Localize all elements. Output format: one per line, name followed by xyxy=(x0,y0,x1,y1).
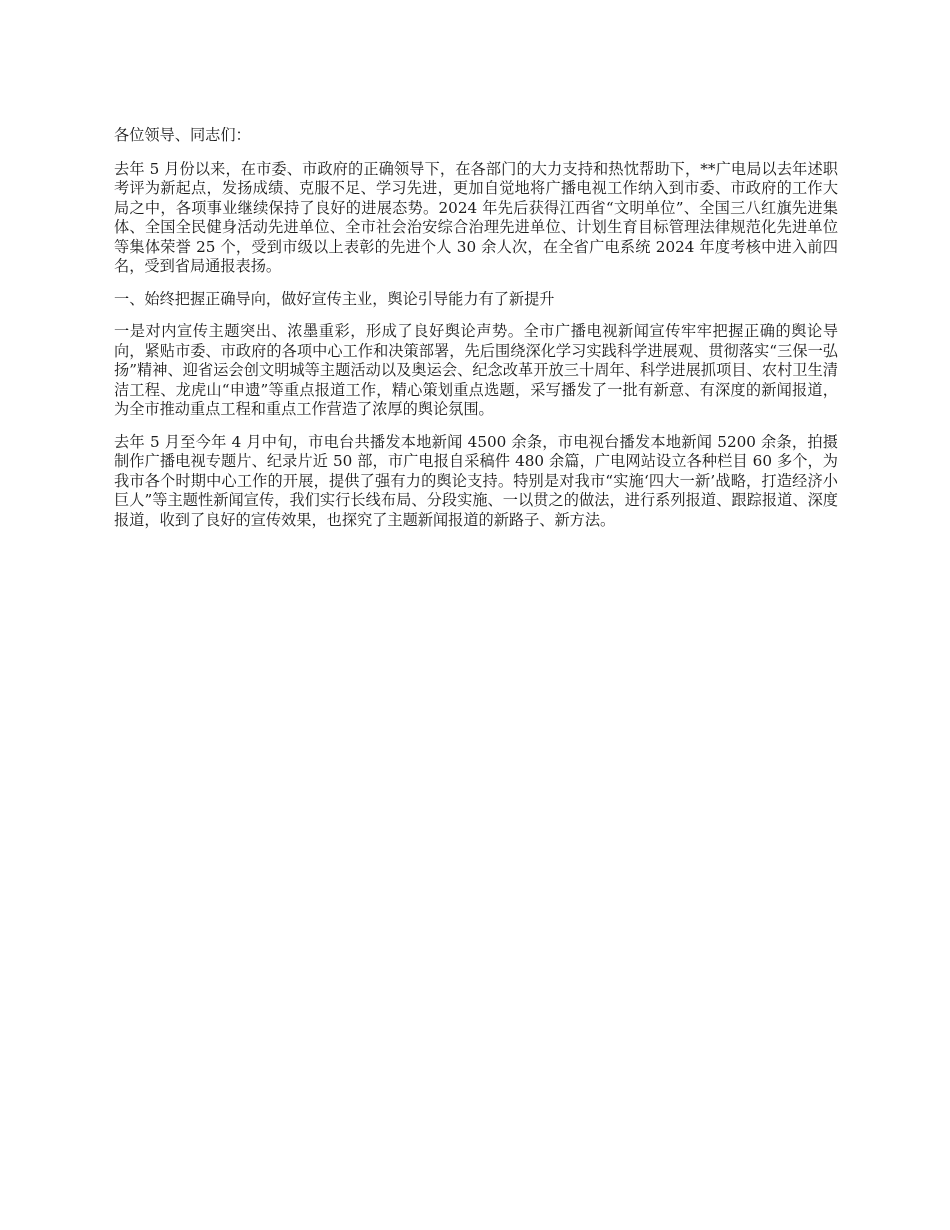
paragraph-intro: 去年 5 月份以来，在市委、市政府的正确领导下，在各部门的大力支持和热忱帮助下，**广电局以去年述职考评为新起点，发扬成绩、克服不足、学习先进，更加自觉地将广播电视工作纳入到市委、市政府的工作大局之中，各项事业继续保持了良好的进展态势。2024 年先后获得江西省“文明单位”、全国三八红旗先进集体、全国全民健身活动先进单位、全市社会治安综合治理先进单位、计划生育目标管理法律规范化先进单位等集体荣誉 25 个，受到市级以上表彰的先进个人 30 余人次，在全省广电系统 2024 年度考核中进入前四名，受到省局通报表扬。 xyxy=(114,159,838,275)
paragraph-news-statistics: 去年 5 月至今年 4 月中旬，市电台共播发本地新闻 4500 余条，市电视台播发本地新闻 5200 余条，拍摄制作广播电视专题片、纪录片近 50 部，市广电报自采稿件 480 余篇，广电网站设立各种栏目 60 多个，为我市各个时期中心工作的开展，提供了强有力的舆论支持。特别是对我市“实施‘四大一新’战略，打造经济小巨人”等主题性新闻宣传，我们实行长线布局、分段实施、一以贯之的做法，进行系列报道、跟踪报道、深度报道，收到了良好的宣传效果，也探究了主题新闻报道的新路子、新方法。 xyxy=(114,432,838,529)
paragraph-domestic-publicity: 一是对内宣传主题突出、浓墨重彩，形成了良好舆论声势。全市广播电视新闻宣传牢牢把握正确的舆论导向，紧贴市委、市政府的各项中心工作和决策部署，先后围绕深化学习实践科学进展观、贯彻落实“三保一弘扬”精神、迎省运会创文明城等主题活动以及奥运会、纪念改革开放三十周年、科学进展抓项目、农村卫生清洁工程、龙虎山“申遗”等重点报道工作，精心策划重点选题，采写播发了一批有新意、有深度的新闻报道，为全市推动重点工程和重点工作营造了浓厚的舆论氛围。 xyxy=(114,322,838,418)
document-page xyxy=(114,126,838,543)
salutation: 各位领导、同志们： xyxy=(114,126,251,144)
section-heading: 一、始终把握正确导向，做好宣传主业，舆论引导能力有了新提升 xyxy=(114,289,555,308)
